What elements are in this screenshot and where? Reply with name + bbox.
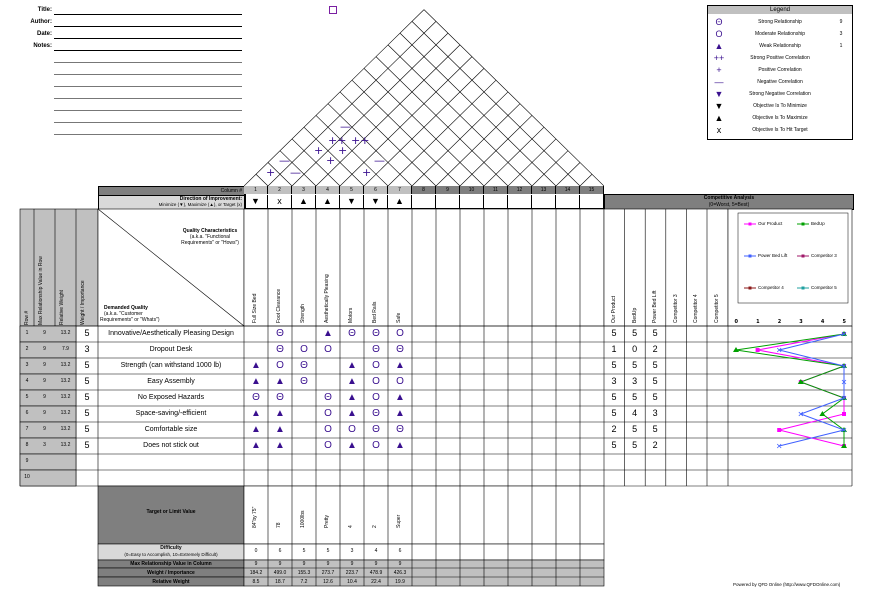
relationship-cell[interactable]: ▲ bbox=[251, 408, 261, 419]
competitor-rating[interactable]: 2 bbox=[652, 344, 658, 354]
row-demanded-quality[interactable]: Does not stick out bbox=[143, 442, 199, 449]
weight-value: 426.3 bbox=[393, 570, 407, 576]
maxrel-value: 9 bbox=[278, 561, 282, 567]
relationship-cell[interactable]: ▲ bbox=[251, 440, 261, 451]
relationship-cell[interactable] bbox=[292, 422, 316, 437]
relationship-cell[interactable]: ▲ bbox=[275, 440, 285, 451]
relationship-cell[interactable] bbox=[292, 326, 316, 341]
maxrel-value: 9 bbox=[398, 561, 402, 567]
column-label: Column # bbox=[220, 188, 242, 194]
relationship-cell[interactable]: Θ bbox=[300, 376, 308, 387]
relationship-cell[interactable]: Θ bbox=[372, 424, 380, 435]
row-number: 6 bbox=[25, 410, 29, 416]
quality-sub1: (a.k.a. "Functional bbox=[189, 234, 231, 240]
roof-correlation-mark: + bbox=[338, 144, 348, 157]
difficulty-value[interactable]: 6 bbox=[278, 548, 282, 554]
relationship-cell[interactable] bbox=[268, 454, 292, 469]
relweight-value: 8.5 bbox=[252, 579, 260, 585]
relationship-cell[interactable] bbox=[340, 470, 364, 485]
target-label: Target or Limit Value bbox=[146, 509, 196, 515]
row-number-header: Row # bbox=[24, 310, 30, 325]
chart-legend-label: Competitor 3 bbox=[811, 253, 837, 258]
relationship-cell[interactable] bbox=[388, 470, 412, 485]
competitor-rating[interactable]: 5 bbox=[652, 376, 658, 386]
characteristic-label: Foot Clearance bbox=[276, 288, 282, 323]
competitor-label: Competitor 3 bbox=[672, 294, 679, 323]
characteristic-label: Motors bbox=[348, 307, 354, 323]
relationship-cell[interactable]: ▲ bbox=[395, 408, 405, 419]
row-relative-weight bbox=[55, 470, 76, 485]
legend-symbol-icon: ++ bbox=[713, 53, 725, 63]
direction-cell[interactable]: x bbox=[268, 195, 292, 208]
relationship-cell[interactable] bbox=[316, 470, 340, 485]
maxrel-value: 9 bbox=[326, 561, 330, 567]
legend-symbol-icon: Θ bbox=[715, 17, 723, 27]
row-max-relationship: 9 bbox=[43, 346, 46, 352]
chart-legend-label: Competitor 5 bbox=[811, 285, 837, 290]
row-demanded-quality[interactable]: Comfortable size bbox=[144, 426, 198, 433]
row-relative-weight: 13.2 bbox=[60, 330, 71, 336]
column-number: 5 bbox=[340, 186, 364, 194]
relationship-cell[interactable]: ▲ bbox=[323, 328, 333, 339]
demanded-header bbox=[98, 305, 178, 323]
row-relative-weight: 7.9 bbox=[62, 346, 69, 352]
weight-value: 223.7 bbox=[345, 570, 359, 576]
column-number: 14 bbox=[556, 186, 580, 194]
relationship-cell[interactable] bbox=[316, 454, 340, 469]
row-demanded-quality[interactable]: Dropout Desk bbox=[149, 346, 193, 353]
roof-correlation-mark: ++ bbox=[351, 134, 370, 147]
relationship-cell[interactable]: O bbox=[324, 408, 332, 419]
roof-correlation-mark: ++ bbox=[328, 134, 347, 147]
column-number: 10 bbox=[460, 186, 484, 194]
competitor-label: Competitor 4 bbox=[693, 294, 700, 323]
relweight-value: 7.2 bbox=[300, 579, 308, 585]
maxrel-value: 9 bbox=[302, 561, 306, 567]
relweight-value: 18.7 bbox=[275, 579, 285, 585]
relationship-cell[interactable]: ▲ bbox=[275, 424, 285, 435]
relationship-cell[interactable]: Θ bbox=[396, 344, 404, 355]
legend-label: Strong Relationship bbox=[758, 19, 802, 25]
competitor-rating[interactable]: 5 bbox=[632, 360, 638, 370]
relationship-cell[interactable]: Θ bbox=[276, 344, 284, 355]
relationship-cell[interactable]: Θ bbox=[372, 344, 380, 355]
chart-legend-marker bbox=[802, 287, 805, 290]
row-relative-weight: 13.2 bbox=[60, 378, 71, 384]
column-number: 15 bbox=[580, 186, 604, 194]
row-max-relationship: 9 bbox=[43, 426, 46, 432]
relationship-cell[interactable]: ▲ bbox=[347, 376, 357, 387]
relationship-cell[interactable]: ▲ bbox=[275, 376, 285, 387]
competitor-rating[interactable]: 5 bbox=[632, 328, 638, 338]
relative-weight-header: Relative Weight bbox=[59, 290, 65, 325]
chart-legend-label: Our Product bbox=[758, 221, 783, 226]
row-number: 10 bbox=[24, 474, 30, 480]
relationship-cell[interactable]: Θ bbox=[300, 360, 308, 371]
relationship-cell[interactable] bbox=[292, 390, 316, 405]
weight-value: 273.7 bbox=[321, 570, 335, 576]
legend-label: Negative Correlation bbox=[757, 79, 803, 85]
relweight-value: 10.4 bbox=[347, 579, 357, 585]
row-demanded-quality[interactable]: No Exposed Hazards bbox=[137, 394, 205, 401]
column-number: 11 bbox=[484, 186, 508, 194]
competitor-rating[interactable]: 2 bbox=[652, 440, 658, 450]
direction-cell[interactable]: ▲ bbox=[292, 195, 316, 208]
quality-title: Quality Characteristics bbox=[182, 228, 238, 234]
date-label: Date: bbox=[36, 31, 52, 37]
relationship-cell[interactable]: O bbox=[300, 344, 308, 355]
row-number: 9 bbox=[25, 458, 29, 464]
target-value[interactable]: 4 bbox=[348, 525, 354, 528]
roof-correlation-mark: — bbox=[374, 154, 385, 167]
legend-value: 9 bbox=[839, 19, 843, 25]
title-label: Title: bbox=[37, 7, 52, 13]
legend-label: Positive Correlation bbox=[758, 67, 802, 73]
relweight-label: Relative Weight bbox=[152, 579, 190, 585]
relationship-cell[interactable]: ▲ bbox=[251, 424, 261, 435]
legend-symbol-icon: ▼ bbox=[714, 89, 724, 99]
characteristic-label: Strength bbox=[300, 304, 306, 323]
relationship-cell[interactable] bbox=[364, 470, 388, 485]
relationship-cell[interactable] bbox=[292, 438, 316, 453]
relationship-cell[interactable] bbox=[244, 454, 268, 469]
competitor-label: BedUp bbox=[631, 307, 638, 323]
row-number: 5 bbox=[25, 394, 29, 400]
row-number: 4 bbox=[25, 378, 29, 384]
roof-correlation-mark: + bbox=[326, 154, 336, 167]
difficulty-value[interactable]: 0 bbox=[254, 548, 258, 554]
weight-label: Weight / Importance bbox=[147, 570, 195, 576]
row-weight[interactable] bbox=[76, 470, 98, 485]
legend-title: Legend bbox=[708, 6, 852, 14]
competitor-rating[interactable]: 5 bbox=[632, 392, 638, 402]
row-number: 3 bbox=[25, 362, 29, 368]
weight-value: 499.0 bbox=[273, 570, 287, 576]
competitive-title: Competitive Analysis bbox=[703, 195, 755, 201]
relationship-cell[interactable]: O bbox=[372, 392, 380, 403]
target-value[interactable]: Super bbox=[396, 514, 402, 528]
relationship-cell[interactable] bbox=[316, 374, 340, 389]
chart-tick-label: 2 bbox=[777, 319, 782, 325]
target-value[interactable]: Pretty bbox=[324, 514, 330, 528]
legend-label: Strong Positive Correlation bbox=[750, 55, 810, 61]
column-number: 12 bbox=[508, 186, 532, 194]
demanded-sub2: Requirements" or "Whats") bbox=[100, 317, 160, 323]
row-relative-weight: 13.2 bbox=[60, 362, 71, 368]
roof-correlation-mark: — bbox=[279, 154, 290, 167]
row-weight[interactable]: 5 bbox=[84, 408, 90, 418]
competitor-label: Our Product bbox=[611, 296, 617, 323]
relationship-cell[interactable]: O bbox=[324, 424, 332, 435]
row-relative-weight: 13.2 bbox=[60, 394, 71, 400]
chart-tick-label: 1 bbox=[756, 319, 760, 325]
row-max-relationship: 9 bbox=[43, 378, 46, 384]
competitor-rating[interactable]: 3 bbox=[611, 376, 617, 386]
legend-value: 3 bbox=[839, 31, 843, 37]
row-max-relationship bbox=[34, 454, 55, 469]
row-weight[interactable] bbox=[76, 454, 98, 469]
competitor-rating[interactable]: 1 bbox=[611, 344, 617, 354]
relweight-value: 19.9 bbox=[395, 579, 405, 585]
target-value[interactable]: 78 bbox=[276, 522, 282, 528]
legend-label: Strong Negative Correlation bbox=[749, 91, 811, 97]
relationship-cell[interactable]: O bbox=[372, 440, 380, 451]
relationship-cell[interactable] bbox=[388, 454, 412, 469]
relweight-value: 12.6 bbox=[323, 579, 333, 585]
chart-legend-marker bbox=[802, 255, 805, 258]
relationship-cell[interactable] bbox=[244, 342, 268, 357]
legend-symbol-icon: + bbox=[716, 65, 722, 75]
competitor-rating[interactable]: 4 bbox=[632, 408, 638, 418]
legend-label: Objective Is To Hit Target bbox=[752, 127, 808, 133]
weight-value: 478.9 bbox=[369, 570, 383, 576]
relationship-cell[interactable]: Θ bbox=[372, 408, 380, 419]
footer-credit[interactable]: Powered by QFD Online (http://www.QFDOnline.com) bbox=[733, 582, 841, 587]
row-demanded-quality[interactable]: Strength (can withstand 1000 lb) bbox=[120, 362, 222, 369]
relationship-cell[interactable] bbox=[268, 470, 292, 485]
relationship-cell[interactable]: O bbox=[324, 440, 332, 451]
row-number: 7 bbox=[25, 426, 29, 432]
competitor-rating[interactable]: 0 bbox=[632, 344, 638, 354]
demanded-sub1: (a.k.a. "Customer bbox=[104, 311, 143, 317]
row-demanded-quality[interactable]: Easy Assembly bbox=[147, 378, 195, 385]
legend-symbol-icon: O bbox=[715, 29, 723, 39]
chart-legend-marker bbox=[749, 287, 752, 290]
column-number: 4 bbox=[316, 186, 340, 194]
column-number: 7 bbox=[388, 186, 412, 194]
chart-point bbox=[819, 411, 825, 416]
legend-label: Moderate Relationship bbox=[754, 31, 806, 37]
column-number: 3 bbox=[292, 186, 316, 194]
row-weight[interactable]: 5 bbox=[84, 328, 90, 338]
max-relationship-header: Max Relationship Value in Row bbox=[38, 256, 44, 325]
relationship-cell[interactable]: ▲ bbox=[347, 440, 357, 451]
relationship-cell[interactable]: O bbox=[396, 376, 404, 387]
chart-legend-label: BedUp bbox=[811, 221, 825, 226]
relationship-cell[interactable]: ▲ bbox=[347, 408, 357, 419]
relationship-cell[interactable]: ▲ bbox=[251, 360, 261, 371]
chart-legend-label: Power Bed Lift bbox=[758, 253, 788, 258]
row-weight[interactable]: 5 bbox=[84, 424, 90, 434]
chart-legend-label: Competitor 4 bbox=[758, 285, 784, 290]
chart-legend-marker bbox=[749, 223, 752, 226]
chart-tick-label: 4 bbox=[820, 319, 825, 325]
legend-symbol-icon: — bbox=[714, 77, 724, 87]
competitor-rating[interactable]: 5 bbox=[652, 424, 658, 434]
relationship-cell[interactable] bbox=[316, 358, 340, 373]
competitor-rating[interactable]: 5 bbox=[611, 360, 617, 370]
relationship-cell[interactable]: ▲ bbox=[347, 360, 357, 371]
relationship-cell[interactable] bbox=[340, 454, 364, 469]
column-number: 6 bbox=[364, 186, 388, 194]
relationship-cell[interactable] bbox=[292, 406, 316, 421]
roof-correlation-mark: — bbox=[340, 120, 351, 133]
chart-point bbox=[842, 412, 846, 416]
relweight-value: 22.4 bbox=[371, 579, 381, 585]
relationship-cell[interactable]: Θ bbox=[372, 328, 380, 339]
target-value[interactable]: 1000lbs bbox=[300, 510, 306, 528]
maxrel-value: 9 bbox=[350, 561, 354, 567]
weight-value: 184.2 bbox=[249, 570, 263, 576]
relationship-cell[interactable]: ▲ bbox=[395, 392, 405, 403]
legend-label: Weak Relationship bbox=[759, 43, 801, 49]
legend-label: Objective Is To Maximize bbox=[752, 115, 808, 121]
relationship-cell[interactable] bbox=[292, 454, 316, 469]
competitor-rating[interactable]: 2 bbox=[611, 424, 617, 434]
relationship-cell[interactable]: Θ bbox=[396, 424, 404, 435]
characteristic-label: Aesthetically Pleasing bbox=[324, 274, 330, 323]
competitor-rating[interactable]: 3 bbox=[632, 376, 638, 386]
relationship-cell[interactable]: Θ bbox=[276, 328, 284, 339]
relationship-cell[interactable] bbox=[244, 326, 268, 341]
row-max-relationship: 9 bbox=[43, 362, 46, 368]
roof-correlation-mark: + bbox=[266, 166, 276, 179]
weight-value: 155.3 bbox=[297, 570, 311, 576]
chart-tick-label: 0 bbox=[734, 319, 738, 325]
row-max-relationship: 9 bbox=[43, 410, 46, 416]
legend-symbol-icon: x bbox=[716, 125, 722, 135]
chart-legend-marker bbox=[802, 223, 805, 226]
roof-correlation-mark: — bbox=[290, 166, 301, 179]
characteristic-label: Full Size Bed bbox=[252, 293, 258, 323]
characteristic-label: Safe bbox=[396, 312, 402, 323]
row-weight[interactable]: 3 bbox=[84, 344, 90, 354]
direction-cell[interactable]: ▼ bbox=[244, 195, 268, 208]
target-value[interactable]: 84"by 75" bbox=[252, 506, 258, 528]
direction-label: Direction of Improvement: bbox=[179, 196, 242, 202]
row-max-relationship: 9 bbox=[43, 394, 46, 400]
column-number: 9 bbox=[436, 186, 460, 194]
quality-sub2: Requirements" or "Hows") bbox=[181, 240, 239, 246]
relationship-cell[interactable]: O bbox=[348, 424, 356, 435]
chart-legend-marker bbox=[749, 255, 752, 258]
competitor-rating[interactable]: 5 bbox=[652, 328, 658, 338]
competitor-label: Power Bed Lift bbox=[652, 290, 659, 323]
relationship-cell[interactable]: O bbox=[396, 328, 404, 339]
column-number: 2 bbox=[268, 186, 292, 194]
competitor-rating[interactable]: 5 bbox=[632, 424, 638, 434]
row-relative-weight: 13.2 bbox=[60, 426, 71, 432]
characteristic-label: Bed Rails bbox=[372, 301, 378, 323]
direction-cell[interactable]: ▼ bbox=[364, 195, 388, 208]
legend-symbol-icon: ▼ bbox=[714, 101, 724, 111]
maxrel-value: 9 bbox=[374, 561, 378, 567]
maxrel-label: Max Relationship Value in Column bbox=[130, 561, 212, 567]
relationship-cell[interactable] bbox=[364, 454, 388, 469]
difficulty-value[interactable]: 4 bbox=[374, 548, 378, 554]
column-number: 13 bbox=[532, 186, 556, 194]
difficulty-value[interactable]: 3 bbox=[350, 548, 354, 554]
legend-label: Objective Is To Minimize bbox=[753, 103, 807, 109]
relationship-cell[interactable]: Θ bbox=[324, 392, 332, 403]
quality-header bbox=[150, 228, 270, 246]
legend-symbol-icon: ▲ bbox=[714, 113, 724, 123]
difficulty-value[interactable]: 6 bbox=[398, 548, 402, 554]
row-weight[interactable]: 5 bbox=[84, 392, 90, 402]
roof-correlation-mark: + bbox=[362, 166, 372, 179]
chart-point bbox=[777, 428, 781, 432]
demanded-title: Demanded Quality bbox=[104, 305, 148, 311]
relationship-cell[interactable]: O bbox=[324, 344, 332, 355]
row-demanded-quality[interactable] bbox=[98, 454, 244, 469]
difficulty-sub: (0=Easy to Accomplish, 10=Extremely Difficult) bbox=[124, 552, 218, 557]
relationship-cell[interactable]: ▲ bbox=[251, 376, 261, 387]
row-relative-weight: 13.2 bbox=[60, 410, 71, 416]
notes-label: Notes: bbox=[33, 43, 52, 49]
relationship-cell[interactable]: O bbox=[372, 360, 380, 371]
relationship-cell[interactable]: O bbox=[276, 360, 284, 371]
legend-value: 1 bbox=[839, 43, 843, 49]
direction-sub: Minimize (▼), Maximize (▲), or Target (x) bbox=[158, 202, 242, 207]
chart-tick-label: 3 bbox=[799, 319, 803, 325]
chart-point bbox=[756, 348, 760, 352]
relationship-cell[interactable]: Θ bbox=[276, 392, 284, 403]
row-number: 2 bbox=[25, 346, 29, 352]
difficulty-value[interactable]: 5 bbox=[326, 548, 330, 554]
competitor-rating[interactable]: 3 bbox=[652, 408, 658, 418]
column-number: 1 bbox=[244, 186, 268, 194]
competitor-rating[interactable]: 5 bbox=[652, 360, 658, 370]
relationship-cell[interactable]: ▲ bbox=[395, 360, 405, 371]
row-demanded-quality[interactable]: Innovative/Aesthetically Pleasing Design bbox=[108, 330, 234, 337]
competitor-rating[interactable]: 5 bbox=[611, 408, 617, 418]
relationship-cell[interactable]: ▲ bbox=[275, 408, 285, 419]
difficulty-label: Difficulty bbox=[160, 545, 182, 551]
chart-tick-label: 5 bbox=[842, 319, 846, 325]
relationship-cell[interactable]: ▲ bbox=[347, 392, 357, 403]
author-label: Author: bbox=[30, 19, 52, 25]
competitor-rating[interactable]: 5 bbox=[652, 392, 658, 402]
row-weight[interactable]: 5 bbox=[84, 360, 90, 370]
row-demanded-quality[interactable] bbox=[98, 470, 244, 485]
row-relative-weight bbox=[55, 454, 76, 469]
legend-symbol-icon: ▲ bbox=[714, 41, 724, 51]
weight-importance-header: Weight / Importance bbox=[80, 280, 86, 325]
relationship-cell[interactable]: Θ bbox=[348, 328, 356, 339]
maxrel-value: 9 bbox=[254, 561, 258, 567]
row-weight[interactable]: 5 bbox=[84, 376, 90, 386]
competitor-rating[interactable]: 5 bbox=[611, 328, 617, 338]
relationship-cell[interactable] bbox=[340, 342, 364, 357]
target-value[interactable]: 2 bbox=[372, 525, 378, 528]
relationship-cell[interactable] bbox=[244, 470, 268, 485]
row-relative-weight: 13.2 bbox=[60, 442, 71, 448]
row-max-relationship: 3 bbox=[43, 442, 46, 448]
row-number: 8 bbox=[25, 442, 29, 448]
competitor-rating[interactable]: 5 bbox=[611, 440, 617, 450]
competitive-sub: (0=Worst, 5=Best) bbox=[708, 202, 750, 208]
relationship-cell[interactable] bbox=[292, 470, 316, 485]
competitor-rating[interactable]: 5 bbox=[632, 440, 638, 450]
row-demanded-quality[interactable]: Space-saving/-efficient bbox=[135, 410, 207, 417]
relationship-cell[interactable]: ▲ bbox=[395, 440, 405, 451]
row-weight[interactable]: 5 bbox=[84, 440, 90, 450]
roof-correlation-mark: + bbox=[314, 144, 324, 157]
row-max-relationship bbox=[34, 470, 55, 485]
relationship-cell[interactable]: Θ bbox=[252, 392, 260, 403]
relationship-cell[interactable]: O bbox=[372, 376, 380, 387]
direction-cell[interactable]: ▼ bbox=[340, 195, 364, 208]
competitor-rating[interactable]: 5 bbox=[611, 392, 617, 402]
row-max-relationship: 9 bbox=[43, 330, 46, 336]
column-number: 8 bbox=[412, 186, 436, 194]
direction-cell[interactable]: ▲ bbox=[388, 195, 412, 208]
row-number: 1 bbox=[25, 330, 29, 336]
direction-cell[interactable]: ▲ bbox=[316, 195, 340, 208]
competitor-label: Competitor 5 bbox=[714, 294, 720, 323]
difficulty-value[interactable]: 5 bbox=[302, 548, 306, 554]
